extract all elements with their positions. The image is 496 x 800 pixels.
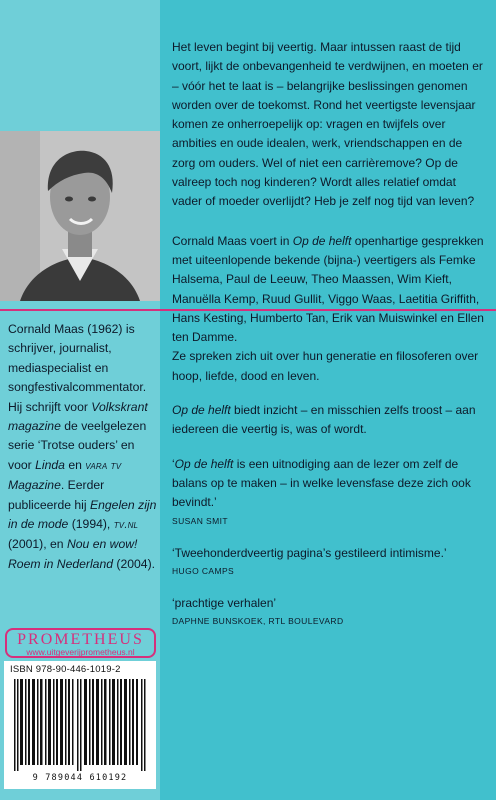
quote-text: is een uitnodiging aan de lezer om zelf de balans op te maken – in welke levensfase deze zich ook bevindt.’ xyxy=(172,456,471,510)
bio-italic: Volkskrant magazine xyxy=(8,399,148,434)
author-name: Cornald Maas (1962) xyxy=(8,322,123,336)
review-quote-1 xyxy=(172,455,488,513)
author-photo xyxy=(0,131,160,301)
review-author-3: DAPHNE BUNSKOEK, RTL BOULEVARD xyxy=(172,616,344,627)
review-quote-3: ‘prachtige verhalen’ xyxy=(172,595,277,610)
review-quote-2: ‘Tweehonderdveertig pagina’s gestileerd intimisme.’ xyxy=(172,545,447,560)
blurb-text-span: biedt inzicht – en misschien zelfs troost – aan iedereen die veertig is, was of wordt. xyxy=(172,403,476,437)
blurb-paragraph-3: Ze spreken zich uit over hun generatie en filosoferen over hoop, liefde, dood en leven. xyxy=(172,349,479,383)
bio-italic: Engelen zijn in de mode xyxy=(8,497,157,532)
review-author-2: HUGO CAMPS xyxy=(172,565,235,576)
author-portrait-image xyxy=(0,131,160,301)
publisher-logo: PROMETHEUS xyxy=(17,631,144,648)
book-title-italic: Op de helft xyxy=(172,403,231,418)
bio-text: . Eerder publiceerde hij xyxy=(8,478,105,512)
book-title-italic: Op de helft xyxy=(174,456,234,471)
book-title-italic: Op de helft xyxy=(292,233,352,248)
bio-text: (2001), en xyxy=(8,537,67,552)
bio-italic: Linda xyxy=(35,457,65,472)
barcode-icon xyxy=(14,679,146,771)
author-bio xyxy=(8,320,158,574)
bio-smallcaps: tv.nl xyxy=(113,519,139,532)
blurb-text-span: Cornald Maas voert in xyxy=(172,233,293,248)
blurb-paragraph-1: Het leven begint bij veertig. Maar intussen raast de tijd voort, lijkt de onbevangenheid te verdwijnen, en moeten er – vóór het te laat is – belangrijke beslissingen genomen worden over de toekomst. Rond het veertigste levensjaar komen ze onherroepelijk op: vragen en twijfels over ambities en oude idealen, werk, vriendschappen en de zorg om ouders. Wel of niet een carrièremove? Op de valreep toch nog kinderen? Wordt alles relatief omdat vader of moeder overlijdt? Heb je zelf nog tijd van leven? xyxy=(172,40,483,209)
bio-italic: Nou en wow! Roem in Nederland xyxy=(8,537,138,571)
bio-italic: Magazine xyxy=(8,478,61,493)
bio-smallcaps: vara tv xyxy=(85,459,122,472)
bio-text: (1994), xyxy=(68,517,114,532)
blurb-text xyxy=(172,38,488,629)
bio-text: de veelgelezen serie ‘Trotse ouders’ en voor xyxy=(8,419,147,472)
barcode-digits: 9 789044 610192 xyxy=(32,773,128,783)
review-author-1: SUSAN SMIT xyxy=(172,515,228,526)
publisher-url: www.uitgeverijprometheus.nl xyxy=(26,647,135,657)
quote-mark: ‘ xyxy=(172,456,175,471)
blurb-paragraph-2 xyxy=(172,232,488,348)
bio-text: (2004). xyxy=(113,556,156,571)
bio-text: is schrijver, journalist, mediaspecialist en songfestivalcommentator. Hij schrijft voor xyxy=(8,322,147,414)
isbn-number: ISBN 978-90-446-1019-2 xyxy=(10,664,121,675)
publisher-logo-box xyxy=(5,628,156,658)
bio-text: en xyxy=(64,457,86,472)
blurb-paragraph-4 xyxy=(172,401,488,440)
barcode-area xyxy=(4,661,156,789)
blurb-text-span: openhartige gesprekken met uiteenlopende bekende (bijna-) veertigers als Femke Halsema, Paul de Leeuw, Theo Maassen, Wim Kieft, Manuëlla Kemp, Ruud Gullit, Viggo Waas, Laetitia Griffith, Hans Kesting, Humberto Tan, Erik van Muiswinkel en Ellen ten Damme. xyxy=(172,233,484,345)
